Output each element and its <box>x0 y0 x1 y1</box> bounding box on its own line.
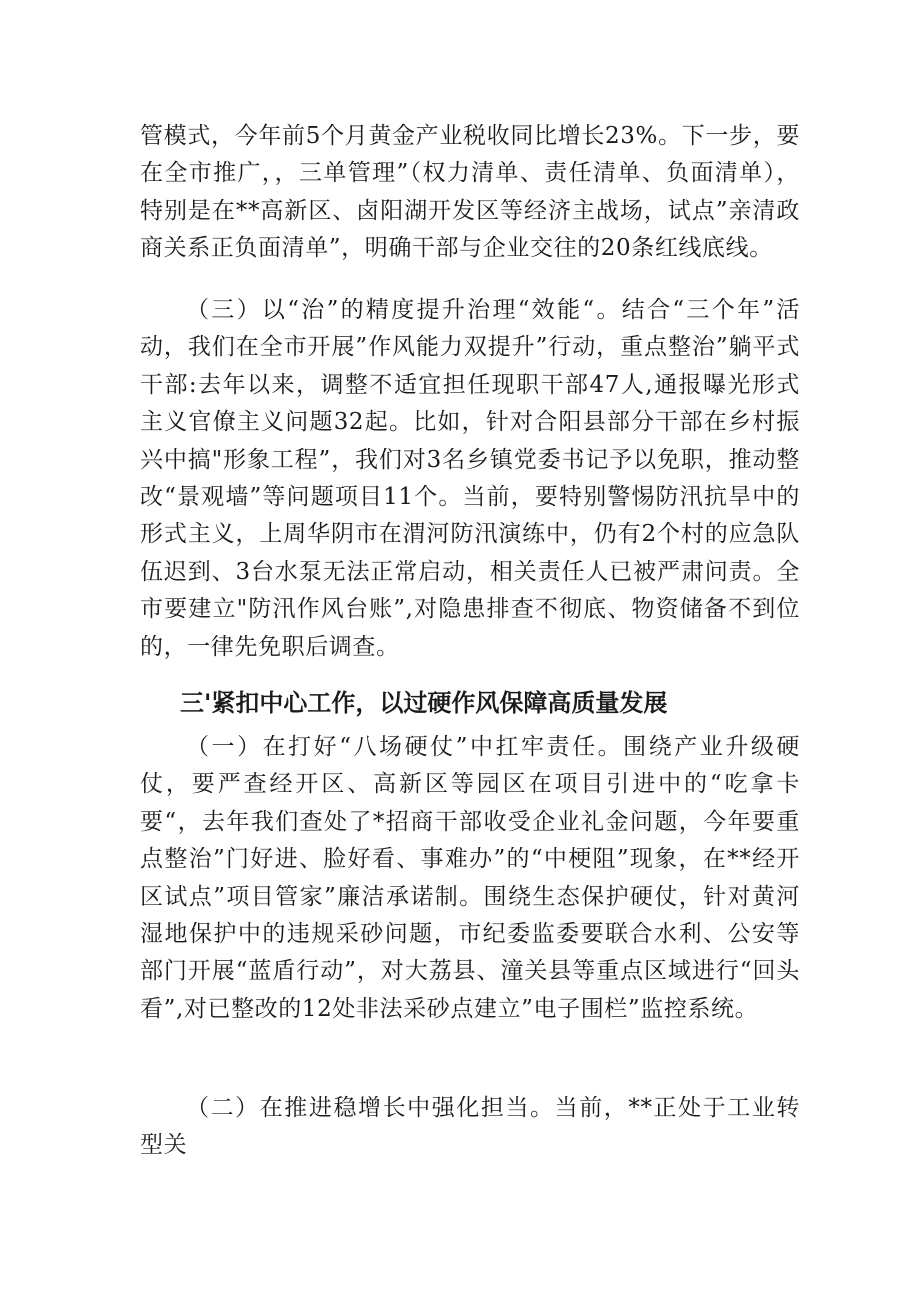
paragraph-continued: 管模式，今年前5个月黄金产业税收同比增长23%。下一步，要在全市推广，，三单管理”（权力清单、责任清单、负面清单），特别是在**高新区、卤阳湖开发区等经济主战场，试点”亲清政商关系正负面清单”，明确干部与企业交往的20条红线底线。 <box>140 123 800 262</box>
paragraph-section-one: （一）在打好“八场硬仗”中扛牢责任。围绕产业升级硬仗，要严查经开区、高新区等园区在项目引进中的“吃拿卡要“，去年我们查处了*招商干部收受企业礼金问题，今年要重点整治”门好进、脸好看、事难办”的“中梗阻”现象，在**经开区试点”项目管家”廉洁承诺制。围绕生态保护硬仗，针对黄河湿地保护中的违规采砂问题，市纪委监委要联合水利、公安等部门开展“蓝盾行动”，对大荔县、潼关县等重点区域进行“回头看”,对已整改的12处非法采砂点建立”电子围栏”监控系统。 <box>140 734 800 1022</box>
section-heading: 三'紧扣中心工作，以过硬作风保障高质量发展 <box>180 689 668 717</box>
paragraph-section-three: （三）以“治”的精度提升治理“效能“。结合“三个年”活动，我们在全市开展”作风能力双提升”行动，重点整治”躺平式干部:去年以来，调整不适宜担任现职干部47人,通报曝光形式主义官僚主义问题32起。比如，针对合阳县部分干部在乡村振兴中搞"形象工程”，我们对3名乡镇党委书记予以免职，推动整改“景观墙”等问题项目11个。当前，要特别警惕防汛抗旱中的形式主义，上周华阴市在渭河防汛演练中，仍有2个村的应急队伍迟到、3台水泵无法正常启动，相关责任人已被严肃问责。全市要建立"防汛作风台账”,对隐患排查不彻底、物资储备不到位的，一律先免职后调查。 <box>140 297 800 660</box>
paragraph-section-two: （二）在推进稳增长中强化担当。当前，**正处于工业转型关 <box>140 1095 800 1159</box>
